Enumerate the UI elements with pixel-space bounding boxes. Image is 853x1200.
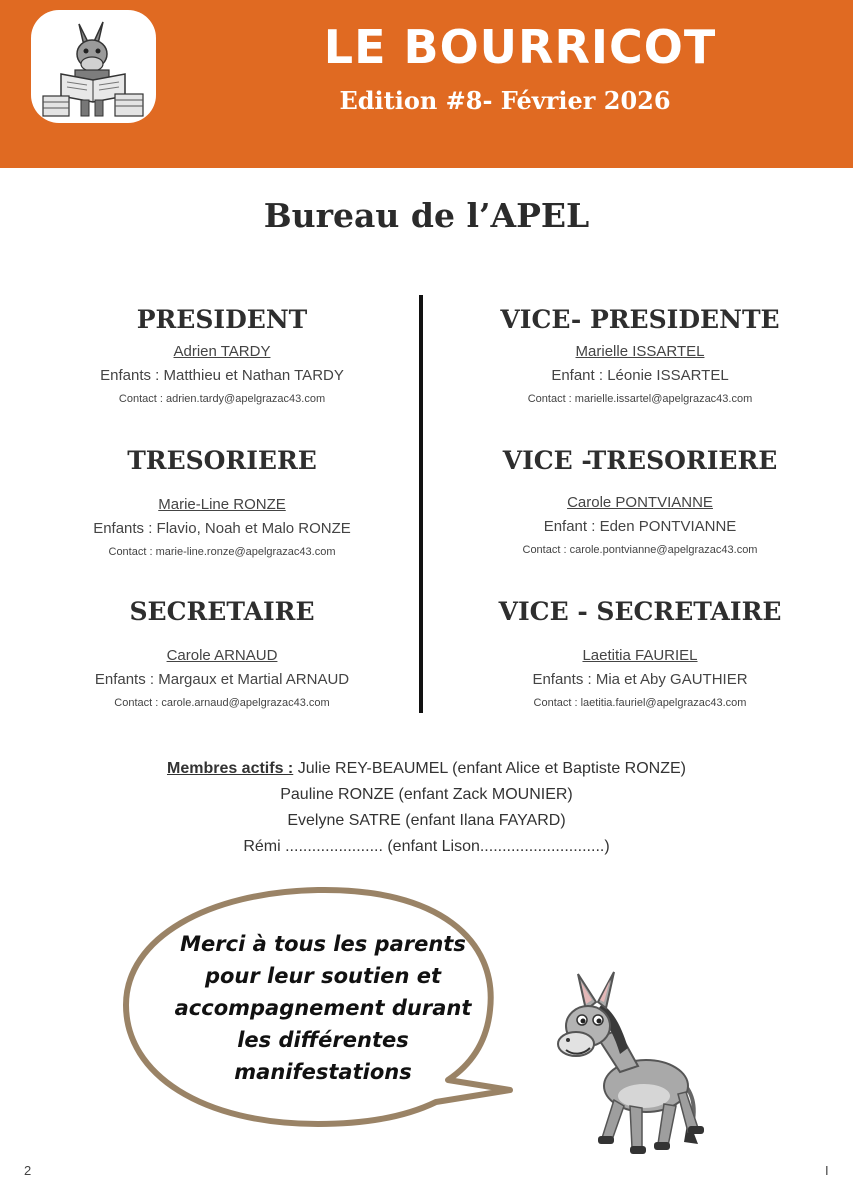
- role-tresoriere: [12, 446, 432, 562]
- role-holder-name: Carole PONTVIANNE: [567, 494, 713, 511]
- role-vice-tresoriere: [430, 446, 850, 560]
- role-vice-secretaire: [430, 597, 850, 713]
- role-contact: Contact : adrien.tardy@apelgrazac43.com: [118, 393, 326, 405]
- page-title: Bureau de l’APEL: [263, 196, 590, 235]
- page-mark: I: [825, 1163, 829, 1178]
- role-contact: Contact : carole.pontvianne@apelgrazac43.com: [522, 544, 758, 556]
- role-title: VICE -TRESORIERE: [502, 446, 778, 475]
- message-line: les différentes: [237, 1028, 409, 1052]
- message-line: manifestations: [234, 1060, 412, 1084]
- members-lead: Membres actifs :: [166, 760, 294, 777]
- role-contact: Contact : marie-line.ronze@apelgrazac43.com: [108, 546, 336, 558]
- member-entry: Rémi ...................... (enfant Lison............................): [243, 838, 610, 855]
- message-line: Merci à tous les parents: [180, 932, 466, 956]
- donkey-logo-icon: [31, 10, 156, 123]
- role-contact: Contact : marielle.issartel@apelgrazac43.com: [527, 393, 753, 405]
- role-holder-name: Marie-Line RONZE: [158, 496, 286, 513]
- role-holder-name: Carole ARNAUD: [166, 647, 278, 664]
- member-entry: Evelyne SATRE (enfant Ilana FAYARD): [287, 812, 566, 829]
- role-president: [12, 305, 432, 409]
- role-title: TRESORIERE: [127, 446, 317, 475]
- edition-label: Edition #8- Février 2026: [339, 86, 671, 115]
- message-line: accompagnement durant: [174, 996, 472, 1020]
- cartoon-donkey-icon: [548, 968, 718, 1168]
- members-line: [0, 756, 853, 782]
- thank-you-message: [168, 928, 478, 1088]
- role-holder-name: Marielle ISSARTEL: [575, 343, 705, 360]
- role-secretaire: [12, 597, 432, 713]
- role-children: Enfants : Flavio, Noah et Malo RONZE: [93, 520, 351, 537]
- role-holder-name: Adrien TARDY: [173, 343, 271, 360]
- member-entry: Pauline RONZE (enfant Zack MOUNIER): [280, 786, 573, 803]
- message-line: pour leur soutien et: [204, 964, 442, 988]
- header-band: [0, 0, 853, 168]
- role-title: VICE- PRESIDENTE: [500, 305, 780, 334]
- role-contact: Contact : carole.arnaud@apelgrazac43.com: [114, 697, 330, 709]
- member-entry: Julie REY-BEAUMEL (enfant Alice et Baptiste RONZE): [297, 760, 687, 777]
- role-contact: Contact : laetitia.fauriel@apelgrazac43.com: [533, 697, 747, 709]
- role-children: Enfant : Eden PONTVIANNE: [543, 518, 737, 535]
- role-children: Enfants : Margaux et Martial ARNAUD: [94, 671, 350, 688]
- role-title: VICE - SECRETAIRE: [498, 597, 782, 626]
- role-children: Enfants : Matthieu et Nathan TARDY: [100, 367, 344, 384]
- role-title: SECRETAIRE: [129, 597, 315, 626]
- role-vice-presidente: [430, 305, 850, 409]
- page-number: 2: [24, 1163, 32, 1178]
- role-holder-name: Laetitia FAURIEL: [582, 647, 698, 664]
- magazine-title: LE BOURRICOT: [323, 20, 717, 74]
- role-children: Enfants : Mia et Aby GAUTHIER: [532, 671, 748, 688]
- role-children: Enfant : Léonie ISSARTEL: [551, 367, 729, 384]
- role-title: PRESIDENT: [136, 305, 308, 334]
- active-members: [0, 756, 853, 860]
